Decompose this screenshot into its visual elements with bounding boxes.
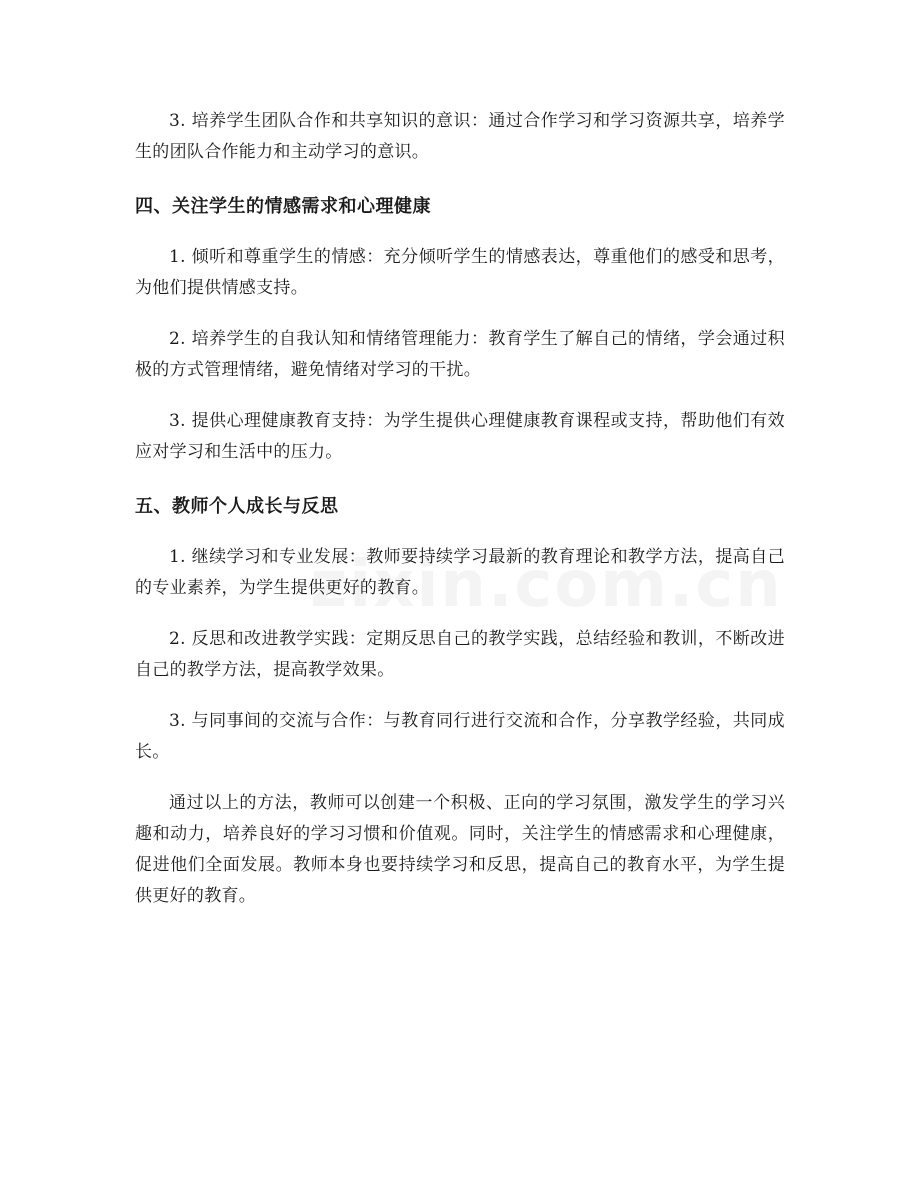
paragraph-item-3-mental-health: 3. 提供心理健康教育支持：为学生提供心理健康教育课程或支持，帮助他们有效应对学习和生活中的压力。	[135, 411, 785, 462]
paragraph-item-2-emotion: 2. 培养学生的自我认知和情绪管理能力：教育学生了解自己的情绪，学会通过积极的方式管理情绪，避免情绪对学习的干扰。	[135, 329, 785, 380]
document-body	[135, 106, 785, 932]
paragraph-item-1-listen: 1. 倾听和尊重学生的情感：充分倾听学生的情感表达，尊重他们的感受和思考，为他们提供情感支持。	[135, 247, 785, 298]
paragraph-conclusion: 通过以上的方法，教师可以创建一个积极、正向的学习氛围，激发学生的学习兴趣和动力，培养良好的学习习惯和价值观。同时，关注学生的情感需求和心理健康，促进他们全面发展。教师本身也要持续学习和反思，提高自己的教育水平，为学生提供更好的教育。	[135, 793, 785, 906]
paragraph-item-1-learning: 1. 继续学习和专业发展：教师要持续学习最新的教育理论和教学方法，提高自己的专业素养，为学生提供更好的教育。	[135, 547, 785, 598]
section-heading-5: 五、教师个人成长与反思	[135, 496, 339, 517]
paragraph-item-2-reflection: 2. 反思和改进教学实践：定期反思自己的教学实践，总结经验和教训，不断改进自己的教学方法，提高教学效果。	[135, 629, 785, 680]
paragraph-item-3-collaboration: 3. 与同事间的交流与合作：与教育同行进行交流和合作，分享教学经验，共同成长。	[135, 711, 785, 762]
paragraph-item-3-teamwork: 3. 培养学生团队合作和共享知识的意识：通过合作学习和学习资源共享，培养学生的团队合作能力和主动学习的意识。	[135, 111, 785, 162]
section-heading-4: 四、关注学生的情感需求和心理健康	[135, 196, 431, 217]
